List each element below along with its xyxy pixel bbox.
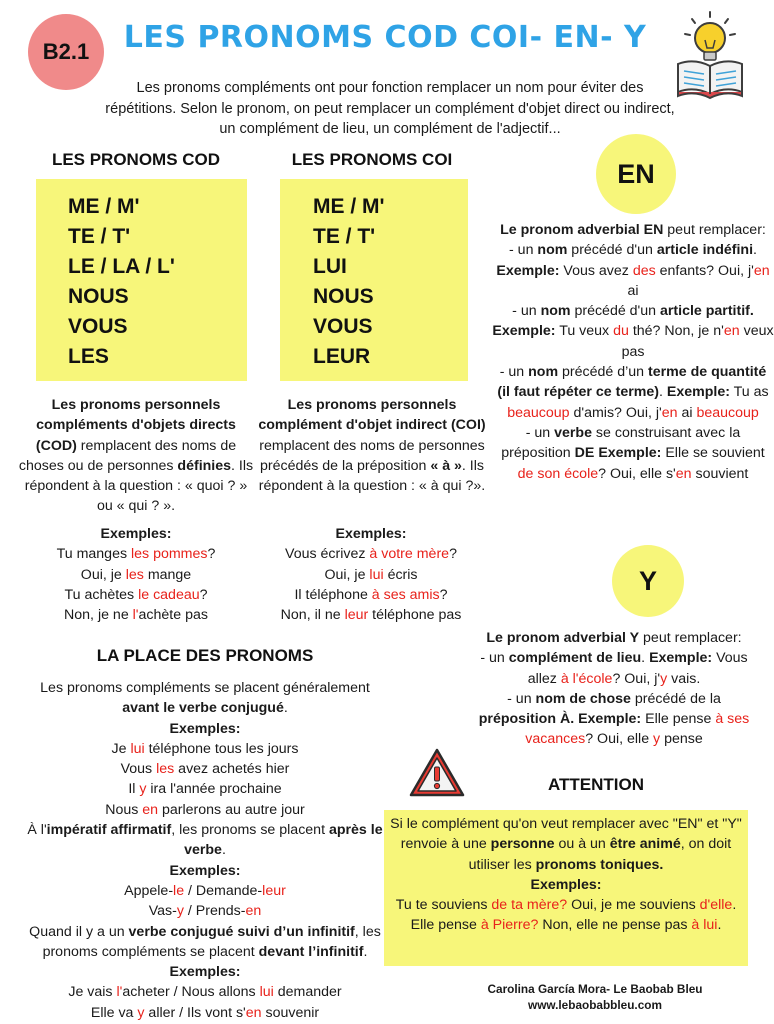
example-line bbox=[22, 544, 250, 564]
cod-pronoun: NOUS bbox=[68, 285, 129, 308]
text-fragment: Tu as bbox=[729, 384, 769, 401]
highlighted-text: y bbox=[137, 1004, 145, 1021]
example-line bbox=[20, 739, 390, 759]
text-fragment: Les pronoms personnels compléments d'objets directs (COD) bbox=[35, 397, 236, 454]
text-fragment: , les pronoms compléments se placent bbox=[42, 923, 381, 960]
credits bbox=[444, 981, 746, 1013]
highlighted-text: lui bbox=[369, 566, 384, 583]
highlighted-text: de ta mère? bbox=[491, 897, 568, 914]
highlighted-text: en bbox=[723, 323, 740, 340]
text-fragment: Vous allez bbox=[527, 650, 748, 687]
text-fragment: . bbox=[717, 917, 722, 934]
highlighted-text: le cadeau bbox=[138, 586, 200, 603]
text-fragment: nom bbox=[540, 303, 571, 320]
en-rule bbox=[492, 423, 774, 484]
text-fragment: verbe bbox=[554, 424, 592, 441]
en-circle-label: EN bbox=[617, 158, 655, 189]
cod-pronoun: ME / M' bbox=[68, 195, 140, 218]
text-fragment: peut remplacer: bbox=[639, 630, 742, 646]
text-fragment: Exemple: bbox=[666, 384, 730, 401]
text-fragment: ai bbox=[677, 404, 697, 421]
highlighted-text: y bbox=[139, 781, 147, 798]
highlighted-text: en bbox=[245, 903, 262, 920]
text-fragment: Oui, je bbox=[324, 566, 370, 583]
text-fragment: . bbox=[753, 242, 757, 259]
text-fragment: Elle va bbox=[90, 1004, 138, 1021]
text-fragment: Tu veux bbox=[555, 323, 614, 340]
highlighted-text: du bbox=[613, 323, 629, 340]
text-fragment: Vas- bbox=[148, 903, 177, 920]
text-fragment: téléphone tous les jours bbox=[144, 740, 299, 757]
text-fragment: avez achetés hier bbox=[174, 761, 290, 778]
highlighted-text: en bbox=[661, 404, 678, 421]
text-fragment: Elle se souvient bbox=[661, 445, 765, 462]
cod-pronoun: TE / T' bbox=[68, 225, 131, 248]
text-fragment: - un bbox=[512, 303, 541, 320]
text-fragment: Exemple: bbox=[598, 445, 662, 462]
highlighted-text: les bbox=[156, 761, 175, 778]
en-rule bbox=[492, 362, 774, 423]
text-fragment: thé? Non, je n' bbox=[628, 323, 724, 340]
text-fragment: Exemple: bbox=[492, 323, 556, 340]
text-fragment: pense bbox=[660, 731, 703, 748]
highlighted-text: y bbox=[653, 731, 661, 748]
author-credit: Carolina García Mora- Le Baobab Bleu bbox=[487, 982, 703, 996]
examples-label: Exemples: bbox=[100, 526, 172, 542]
text-fragment: . bbox=[221, 842, 226, 859]
text-fragment: Tu manges bbox=[56, 546, 131, 563]
text-fragment: vais. bbox=[667, 670, 701, 687]
example-line bbox=[20, 881, 390, 901]
text-fragment: ? Oui, j' bbox=[612, 670, 661, 687]
text-fragment: Oui, je me souviens bbox=[567, 897, 700, 914]
place-paragraph bbox=[20, 922, 390, 983]
text-fragment: écris bbox=[383, 566, 418, 583]
text-fragment: préposition À. Exemple: bbox=[478, 711, 642, 728]
text-fragment: mange bbox=[143, 566, 192, 583]
coi-pronoun: VOUS bbox=[313, 315, 373, 338]
en-rule bbox=[492, 240, 774, 301]
examples-label: Exemples: bbox=[530, 876, 602, 893]
highlighted-text: en bbox=[245, 1004, 262, 1021]
text-fragment: - un bbox=[507, 690, 536, 707]
text-fragment: Exemple: bbox=[649, 650, 713, 667]
coi-pronoun: NOUS bbox=[313, 285, 374, 308]
text-fragment: Oui, je bbox=[80, 566, 126, 583]
text-fragment: ? bbox=[207, 546, 216, 563]
text-fragment: , on doit utiliser les bbox=[468, 836, 732, 873]
example-line bbox=[20, 901, 390, 921]
highlighted-text: l' bbox=[132, 607, 139, 624]
coi-pronoun: LEUR bbox=[313, 345, 371, 368]
text-fragment: , les pronoms se placent bbox=[171, 822, 329, 839]
text-fragment: Non, je ne bbox=[64, 607, 133, 624]
text-fragment: Les pronoms compléments se placent généralement bbox=[40, 680, 370, 696]
text-fragment: . bbox=[283, 700, 288, 717]
cod-description bbox=[16, 395, 256, 517]
place-paragraph bbox=[20, 678, 390, 719]
level-badge bbox=[28, 14, 104, 90]
examples-label: Exemples: bbox=[169, 720, 241, 737]
warning-triangle-icon bbox=[408, 747, 466, 799]
text-fragment: . bbox=[658, 384, 663, 401]
text-fragment: être animé bbox=[609, 836, 681, 853]
highlighted-text: à l'école bbox=[560, 670, 613, 687]
text-fragment: complément de lieu bbox=[508, 650, 642, 667]
text-fragment: - un bbox=[525, 424, 555, 441]
text-fragment: devant l’infinitif bbox=[258, 943, 364, 960]
coi-pronoun: LUI bbox=[313, 255, 347, 278]
example-line bbox=[20, 779, 390, 799]
text-fragment: Je vais bbox=[68, 984, 117, 1001]
place-heading: LA PLACE DES PRONOMS bbox=[96, 646, 314, 665]
text-fragment: acheter / Nous allons bbox=[122, 984, 260, 1001]
text-fragment: définies bbox=[177, 457, 232, 474]
y-circle-label: Y bbox=[638, 565, 657, 596]
cod-pronoun: VOUS bbox=[68, 315, 128, 338]
text-fragment: ? Oui, elle s' bbox=[598, 465, 676, 482]
y-explanation bbox=[468, 628, 760, 750]
place-paragraph bbox=[20, 820, 390, 861]
text-fragment: souvenir bbox=[261, 1004, 320, 1021]
text-fragment: nom bbox=[528, 364, 559, 381]
text-fragment: Je bbox=[111, 740, 131, 757]
highlighted-text: beaucoup bbox=[696, 404, 759, 421]
coi-heading: LES PRONOMS COI bbox=[291, 150, 453, 169]
example-line bbox=[20, 982, 390, 1002]
text-fragment: parlerons au autre jour bbox=[158, 801, 305, 818]
example-line bbox=[390, 915, 742, 935]
text-fragment: - un bbox=[499, 364, 529, 381]
highlighted-text: en bbox=[675, 465, 692, 482]
example-line bbox=[256, 565, 486, 585]
highlighted-text: les bbox=[125, 566, 144, 583]
text-fragment: Les pronoms personnels complément d'objet indirect (COI) bbox=[258, 397, 486, 434]
text-fragment: Si le complément qu'on veut remplacer avec "EN" et "Y" renvoie à une bbox=[390, 816, 742, 853]
text-fragment: téléphone pas bbox=[368, 607, 462, 624]
highlighted-text: des bbox=[632, 262, 656, 279]
text-fragment: terme de quantité (il faut répéter ce terme) bbox=[497, 364, 767, 401]
cod-pronoun: LE / LA / L' bbox=[68, 255, 175, 278]
text-fragment: demander bbox=[273, 984, 342, 1001]
text-fragment: « à » bbox=[430, 457, 462, 474]
attention-box bbox=[384, 810, 748, 966]
text-fragment: verbe conjugué suivi d’un infinitif bbox=[128, 923, 355, 940]
text-fragment: . Ils répondent à la question : « quoi ? » ou « qui ? ». bbox=[24, 457, 254, 515]
text-fragment: / Prends- bbox=[183, 903, 246, 920]
example-line bbox=[390, 895, 742, 915]
text-fragment: précédé d'un bbox=[567, 242, 657, 259]
intro-paragraph: Les pronoms compléments ont pour fonction remplacer un nom pour éviter des répétitions. Selon le pronom, on peut remplacer un complément d'objet direct ou indirect, un complément de lieu, un complément de l'adjectif... bbox=[105, 80, 675, 137]
cod-examples bbox=[22, 524, 250, 625]
text-fragment: souvient bbox=[691, 465, 749, 482]
text-fragment: article indéfini bbox=[656, 242, 754, 259]
en-rule bbox=[492, 301, 774, 362]
highlighted-text: en bbox=[142, 801, 159, 818]
highlighted-text: lui bbox=[259, 984, 274, 1001]
highlighted-text: leur bbox=[262, 882, 286, 899]
examples-label: Exemples: bbox=[169, 862, 241, 879]
text-fragment: personne bbox=[490, 836, 555, 853]
text-fragment: ira l'année prochaine bbox=[146, 781, 282, 798]
highlighted-text: à Pierre? bbox=[480, 917, 539, 934]
y-rule bbox=[468, 689, 760, 750]
attention-heading: ATTENTION bbox=[547, 775, 644, 794]
example-line bbox=[20, 1003, 390, 1023]
text-fragment: Tu te souviens bbox=[395, 897, 492, 914]
text-fragment: Non, il ne bbox=[280, 607, 345, 624]
highlighted-text: d'elle bbox=[699, 897, 733, 914]
text-fragment: nom de chose bbox=[535, 690, 631, 707]
text-fragment: Il téléphone bbox=[294, 586, 372, 603]
text-fragment: ? bbox=[449, 546, 457, 563]
level-badge-text: B2.1 bbox=[42, 39, 90, 64]
text-fragment: Vous écrivez bbox=[285, 546, 370, 563]
text-fragment: ? Oui, elle bbox=[585, 731, 654, 748]
text-fragment: précédé d’un bbox=[558, 364, 648, 381]
text-fragment: ? bbox=[439, 586, 448, 603]
highlighted-text: beaucoup bbox=[507, 404, 570, 421]
coi-description bbox=[254, 395, 490, 496]
text-fragment: / Demande- bbox=[184, 882, 263, 899]
cod-pronoun-box bbox=[36, 179, 247, 381]
highlighted-text: de son école bbox=[517, 465, 599, 482]
highlighted-text: à ses vacances bbox=[525, 711, 750, 748]
example-line bbox=[256, 605, 486, 625]
text-fragment: veux pas bbox=[621, 323, 774, 360]
y-circle bbox=[612, 545, 684, 617]
attention-paragraph bbox=[390, 814, 742, 875]
example-line bbox=[22, 585, 250, 605]
text-fragment: . Ils répondent à la question : « à qui ?». bbox=[258, 457, 486, 495]
text-fragment: Vous bbox=[120, 761, 157, 778]
highlighted-text: lui bbox=[130, 740, 145, 757]
example-line bbox=[256, 544, 486, 564]
text-fragment: Vous avez bbox=[559, 262, 633, 279]
coi-pronoun: ME / M' bbox=[313, 195, 385, 218]
cod-heading: LES PRONOMS COD bbox=[51, 150, 221, 169]
highlighted-text: en bbox=[753, 262, 770, 279]
coi-pronoun: TE / T' bbox=[313, 225, 376, 248]
text-fragment: article partitif. bbox=[660, 303, 754, 320]
website-link[interactable]: www.lebaobabbleu.com bbox=[528, 998, 662, 1012]
text-fragment: pronoms toniques. bbox=[535, 856, 664, 873]
text-fragment: aller / Ils vont s' bbox=[144, 1004, 246, 1021]
place-body bbox=[20, 678, 390, 1023]
highlighted-text: y bbox=[176, 903, 184, 920]
text-fragment: peut remplacer: bbox=[663, 222, 766, 238]
text-fragment: Exemples: bbox=[169, 964, 241, 981]
en-explanation bbox=[492, 220, 774, 484]
text-fragment: précédé d'un bbox=[570, 303, 660, 320]
text-fragment: Tu achètes bbox=[64, 586, 139, 603]
text-fragment: ai bbox=[627, 282, 639, 299]
text-fragment: Elle pense bbox=[641, 711, 716, 728]
text-fragment: enfants? Oui, j' bbox=[655, 262, 754, 279]
highlighted-text: à votre mère bbox=[369, 546, 450, 563]
text-fragment: avant le verbe conjugué bbox=[122, 700, 284, 717]
coi-pronoun-box bbox=[280, 179, 468, 381]
text-fragment: Il bbox=[128, 781, 140, 798]
coi-examples bbox=[256, 524, 486, 625]
example-line bbox=[20, 759, 390, 779]
highlighted-text: l' bbox=[116, 984, 123, 1001]
highlighted-text: à lui bbox=[691, 917, 718, 934]
text-fragment: - un bbox=[509, 242, 538, 259]
text-fragment: - un bbox=[480, 650, 509, 667]
text-fragment: après le verbe bbox=[184, 822, 383, 859]
example-line bbox=[256, 585, 486, 605]
text-fragment: Non, elle ne pense pas bbox=[538, 917, 692, 934]
text-fragment: DE bbox=[574, 445, 595, 462]
highlighted-text: leur bbox=[344, 607, 369, 624]
example-line bbox=[22, 605, 250, 625]
text-fragment: précédé de la bbox=[630, 690, 721, 707]
text-fragment: . bbox=[641, 650, 650, 667]
example-line bbox=[20, 800, 390, 820]
text-fragment: remplacent des noms de choses ou de personnes bbox=[18, 437, 237, 474]
highlighted-text: les pommes bbox=[131, 546, 208, 563]
text-fragment: À l' bbox=[27, 822, 47, 839]
text-fragment: Exemple: bbox=[496, 262, 560, 279]
text-fragment: d'amis? Oui, j' bbox=[569, 404, 662, 421]
text-fragment: . bbox=[363, 943, 368, 960]
en-circle bbox=[596, 134, 676, 214]
y-rule bbox=[468, 648, 760, 689]
text-fragment: . bbox=[732, 897, 737, 914]
text-fragment: nom bbox=[537, 242, 568, 259]
page-title: LES PRONOMS COD COI- EN- Y bbox=[123, 20, 647, 55]
highlighted-text: le bbox=[173, 882, 185, 899]
text-fragment: Le pronom adverbial EN bbox=[500, 222, 664, 238]
text-fragment: Nous bbox=[105, 801, 143, 818]
text-fragment: remplacent des noms de personnes précédés de la préposition bbox=[259, 437, 485, 474]
highlighted-text: à ses amis bbox=[371, 586, 440, 603]
text-fragment: Le pronom adverbial Y bbox=[486, 630, 640, 646]
text-fragment: impératif affirmatif bbox=[46, 822, 172, 839]
text-fragment: achète pas bbox=[138, 607, 208, 624]
text-fragment: Appele- bbox=[124, 882, 174, 899]
text-fragment: Quand il y a un bbox=[29, 923, 129, 940]
text-fragment: ou à un bbox=[554, 836, 610, 853]
text-fragment: ? bbox=[199, 586, 208, 603]
cod-pronoun: LES bbox=[68, 345, 109, 368]
lightbulb-book-icon bbox=[672, 10, 748, 100]
text-fragment: se construisant avec la préposition bbox=[501, 424, 741, 462]
highlighted-text: y bbox=[660, 670, 668, 687]
text-fragment: Elle pense bbox=[410, 917, 481, 934]
examples-label: Exemples: bbox=[335, 526, 407, 542]
example-line bbox=[22, 565, 250, 585]
